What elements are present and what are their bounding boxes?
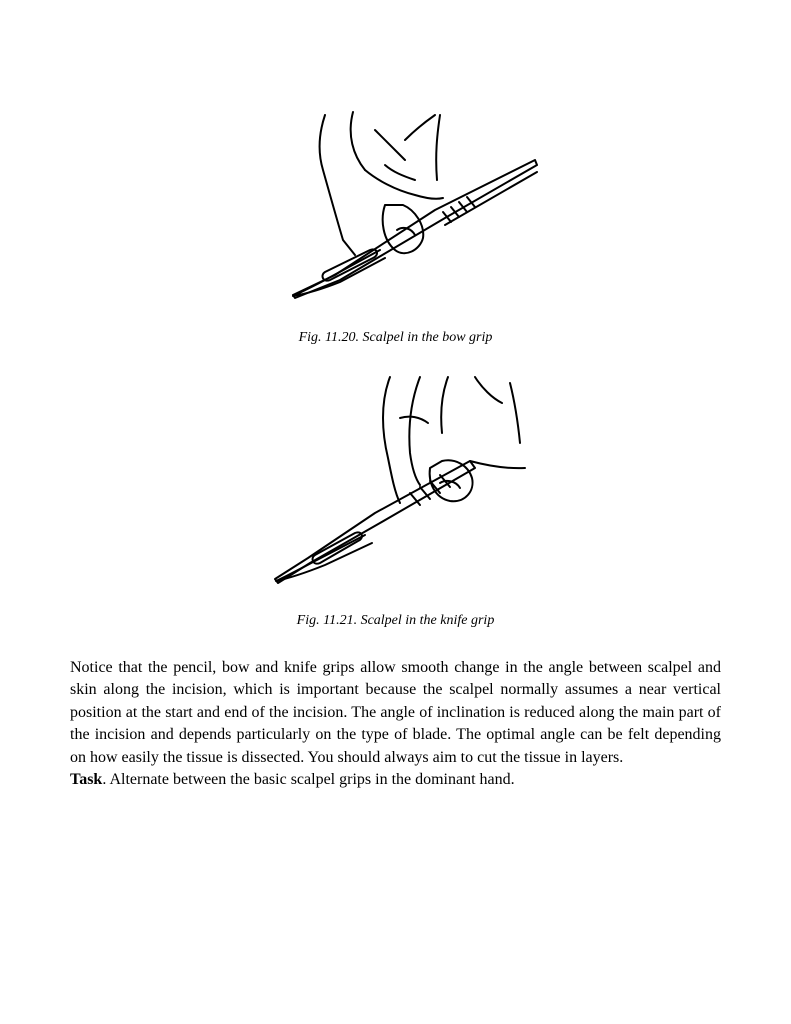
figure-caption-bow-grip: Fig. 11.20. Scalpel in the bow grip (298, 330, 493, 345)
task-label: Task (70, 771, 103, 789)
task-line (70, 769, 721, 791)
body-text (70, 657, 721, 791)
paragraph-notice: Notice that the pencil, bow and knife grips allow smooth change in the angle between scalpel and skin along the incision, which is important because the scalpel normally assumes a near vertical position at the start and end of the incision. The angle of inclination is reduced along the main part of the incision and depends particularly on the type of blade. The optimal angle can be felt depending on how easily the tissue is dissected. You should always aim to cut the tissue in layers. (70, 659, 721, 766)
task-text: . Alternate between the basic scalpel grips in the dominant hand. (102, 771, 515, 789)
knife-grip-illustration (270, 373, 545, 593)
figure-caption-knife-grip: Fig. 11.21. Scalpel in the knife grip (296, 613, 495, 628)
figure-bow-grip (0, 110, 791, 310)
figure-knife-grip (0, 373, 791, 593)
bow-grip-illustration (285, 110, 545, 310)
